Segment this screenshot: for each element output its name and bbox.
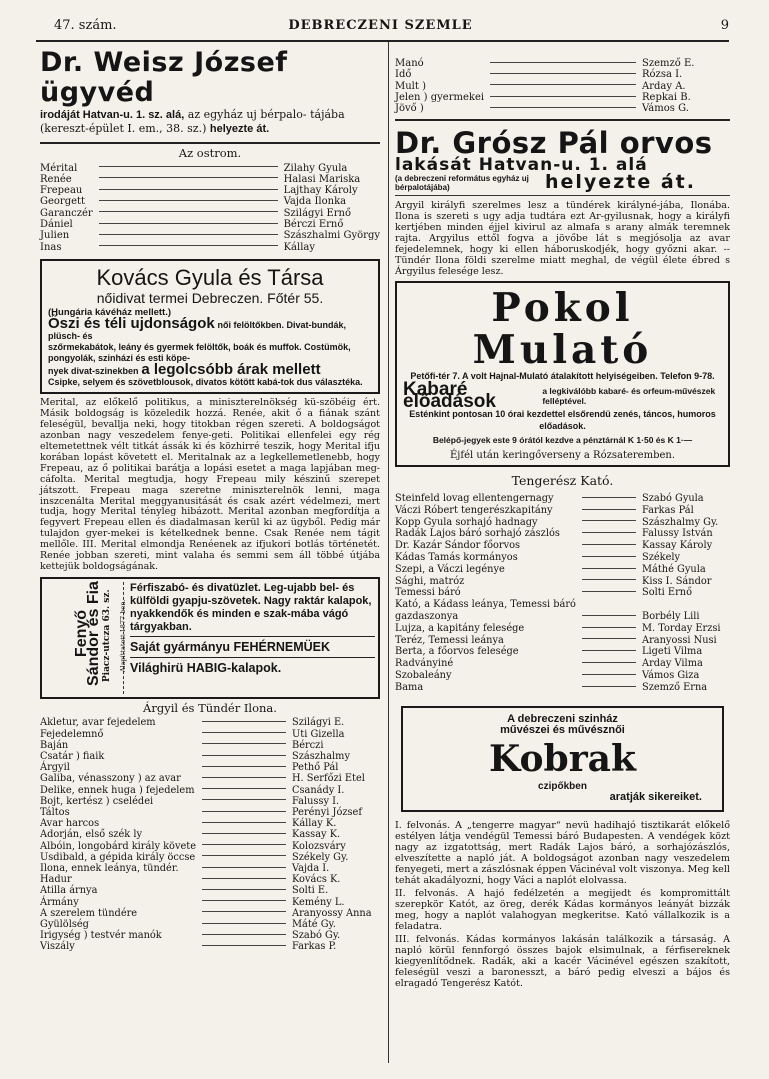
cast-row — [395, 682, 730, 694]
cast-actor: Szászhalmi György — [283, 230, 380, 242]
argyil-section — [40, 700, 380, 953]
cast-actor: Székely — [642, 551, 681, 563]
ad-pokol-line2: Esténkint pontosan 10 órai kezdettel elsőrendü zenés, táncos, humoros előadások. — [409, 409, 716, 431]
cast-leader — [576, 540, 642, 552]
cast-role: Táltos — [40, 807, 70, 818]
ad-fenyo-line3: Világhirü HABIG-kalapok. — [130, 660, 282, 675]
cast-role: Kádas Tamás kormányos — [395, 551, 518, 563]
cast-actor: Kolozsváry — [292, 840, 346, 852]
ad-kobrak — [401, 706, 724, 812]
cast-row — [395, 646, 730, 658]
cast-leader — [576, 635, 642, 647]
cast-row — [40, 185, 380, 196]
cast-actor: Vámos Giza — [642, 669, 700, 681]
issue-number: 47. szám. — [54, 18, 117, 33]
ostrom-cast-table — [40, 163, 380, 253]
cast-role: Inas — [40, 241, 62, 253]
cast-row — [40, 196, 380, 207]
cast-role: Manó — [395, 58, 424, 69]
cast-leader — [196, 829, 292, 840]
cast-actor: Kemény L. — [292, 896, 345, 908]
cast-row — [395, 587, 730, 599]
cast-actor: Arday Vilma — [642, 658, 703, 670]
ad-fenyo-year: Alapíttatott 1877-ben. — [118, 599, 127, 673]
cast-leader — [196, 762, 292, 773]
left-column — [40, 48, 380, 953]
cast-actor: Halasi Mariska — [283, 173, 361, 185]
cast-leader — [93, 196, 284, 207]
ad-pokol-title: Pokol Mulató — [472, 284, 653, 373]
cast-row — [40, 818, 380, 829]
tengeresz-cast-table — [395, 493, 730, 694]
cast-role: Georgett — [40, 196, 86, 208]
cast-row — [40, 807, 380, 818]
cast-row — [40, 762, 380, 773]
cast-role: Árgyil — [40, 762, 70, 774]
cast-actor: Székely Gy. — [292, 851, 349, 863]
ad-weisz-line1-rest: az egyház uj bérpalo- — [187, 108, 307, 121]
ad-kobrak-line2: művészei és művésznői — [500, 724, 625, 737]
ad-kovacs-line-b: szőrmekabátok, leány és gyermek felöltők, boák és muffok. Costümök, pongyolák, szinházi és esti köpe- — [48, 342, 351, 364]
cast-actor: Bérczi — [292, 739, 324, 751]
cast-actor: Lajthay Károly — [283, 185, 358, 197]
cast-actor: Rózsa I. — [642, 69, 683, 81]
cast-role: Fejedelemnő — [40, 728, 104, 740]
ad-kovacs-line-c1: nyek divat-szinekben — [48, 366, 139, 377]
cast-row — [395, 658, 730, 670]
cast-row — [395, 670, 730, 682]
cast-role: A szerelem tündére — [40, 907, 138, 919]
cast-actor: Aranyossi Nusi — [642, 634, 717, 646]
cast-leader — [196, 863, 292, 874]
cast-actor: Kállay K. — [292, 818, 337, 830]
ad-kobrak-line3: czipőkben — [538, 780, 587, 792]
ad-kovacs-line-a: Őszi és téli ujdonságok — [48, 315, 215, 333]
cast-role: Lujza, a kapitány felesége — [395, 622, 525, 634]
column-divider — [388, 42, 389, 1063]
cast-row — [395, 528, 730, 540]
cast-actor: Máté Gy. — [292, 919, 336, 931]
cast-row — [395, 517, 730, 529]
tengeresz-act2: II. felvonás. A hajó fedélzetén a megijedt és kompromittált szerepkör Katót, az öreg, derék Kádas kormányos leányát bizzák meg, hogy a naplót valahogyan megkeritse. Kató vállalkozik is a feladatra. — [395, 887, 730, 932]
cast-actor: Szászhalmy Gy. — [642, 516, 719, 528]
cast-row — [40, 242, 380, 253]
cast-actor: Szilágyi Ernő — [283, 207, 352, 219]
cast-row — [40, 941, 380, 952]
cast-actor: Kiss I. Sándor — [642, 575, 712, 587]
cast-actor: Csanády I. — [292, 784, 345, 796]
cast-leader — [196, 796, 292, 807]
cast-actor: Uti Gizella — [292, 728, 345, 740]
cast-leader — [93, 163, 284, 174]
ad-weisz-line2-bold: helyezte át. — [209, 123, 270, 135]
cast-leader — [576, 682, 642, 694]
cast-row — [40, 908, 380, 919]
ad-gross — [395, 126, 730, 192]
cast-leader — [484, 81, 642, 92]
cast-actor: Solti Ernő — [642, 587, 692, 599]
ad-fenyo-addr: Piacz-utcza 63. sz. — [101, 589, 112, 682]
cast-role: Idő — [395, 69, 412, 81]
ad-kovacs-line-d: Csipke, selyem és szövetblousok, divatos kötött kabá-tok dus választéka. — [48, 377, 363, 388]
cast-role: Delike, ennek huga ) fejedelem — [40, 784, 195, 796]
ad-pokol-line3: Belépő-jegyek este 9 órától kezdve a pénztárnál K 1·50 és K 1·— — [432, 435, 693, 446]
cast-actor — [642, 599, 730, 611]
cast-row — [395, 623, 730, 635]
cast-row — [395, 611, 730, 623]
ad-kovacs-note: (Hungária kávéház mellett.) — [48, 306, 172, 318]
ad-pokol — [395, 281, 730, 468]
cast-row — [40, 885, 380, 896]
cast-role: Radványiné — [395, 658, 454, 670]
cast-row — [40, 740, 380, 751]
cast-actor: Kassay K. — [292, 829, 341, 841]
cast-leader — [576, 658, 642, 670]
cast-leader — [93, 208, 284, 219]
ad-gross-title: Dr. Grósz Pál orvos — [395, 126, 713, 161]
cast-leader — [93, 242, 284, 253]
cast-leader — [93, 174, 284, 185]
cast-leader — [196, 841, 292, 852]
cast-row — [40, 717, 380, 728]
cast-leader — [576, 528, 642, 540]
cast-actor: Szilágyi E. — [292, 717, 345, 729]
cast-role: Adorján, első szék ly — [40, 829, 143, 841]
cast-leader — [196, 919, 292, 930]
cast-role: Frepeau — [40, 185, 83, 197]
cast-actor: Bérczi Ernő — [283, 218, 344, 230]
cast-leader — [196, 897, 292, 908]
cast-row — [40, 208, 380, 219]
cast-row — [395, 552, 730, 564]
argyil-title: Árgyil és Tündér Ilona. — [143, 700, 277, 715]
cast-leader — [576, 599, 642, 611]
argyil-cast-table — [40, 717, 380, 952]
cast-role: gazdaszonya — [395, 610, 459, 622]
cast-row — [40, 174, 380, 185]
cast-leader — [196, 885, 292, 896]
ad-fenyo-name: Fenyő Sándor és Fia — [73, 580, 102, 686]
cast-row — [40, 230, 380, 241]
cast-role: Dr. Kazár Sándor főorvos — [395, 540, 521, 552]
cast-role: Galiba, vénasszony ) az avar — [40, 773, 181, 785]
cast-role: Irigység ) testvér manók — [40, 930, 162, 942]
ad-gross-line1: lakását Hatvan-u. 1. alá — [395, 155, 648, 176]
tengeresz-title: Tengerész Kató. — [511, 473, 614, 489]
argyil-cast-continued — [395, 58, 730, 114]
cast-role: Kopp Gyula sorhajó hadnagy — [395, 516, 538, 528]
cast-role: Julien — [40, 230, 70, 242]
cast-role: Garanczér — [40, 207, 93, 219]
cast-row — [395, 505, 730, 517]
cast-leader — [196, 874, 292, 885]
cast-row — [40, 729, 380, 740]
cast-role: Hadur — [40, 874, 72, 886]
cast-row — [40, 773, 380, 784]
cast-role: Csatár ) fiaik — [40, 750, 105, 762]
cast-actor: Kovács K. — [292, 874, 341, 886]
cast-leader — [196, 818, 292, 829]
cast-role: Renée — [40, 173, 72, 185]
cast-role: Radák Lajos báró sorhajó zászlós — [395, 528, 560, 540]
cast-leader — [576, 517, 642, 529]
cast-row — [395, 493, 730, 505]
cast-role: Jelen ) gyermekei — [395, 91, 485, 103]
cast-row — [40, 919, 380, 930]
cast-leader — [576, 505, 642, 517]
cast-leader — [93, 185, 284, 196]
cast-leader — [484, 103, 642, 114]
cast-actor: Szászhalmy — [292, 750, 351, 762]
cast-leader — [576, 670, 642, 682]
ostrom-title: Az ostrom. — [178, 146, 242, 160]
ad-weisz-line1-bold: irodáját Hatvan-u. 1. sz. alá, — [40, 109, 185, 121]
cast-actor: Repkai B. — [642, 91, 691, 103]
cast-role: Berta, a főorvos felesége — [395, 646, 519, 658]
cast-actor: Kállay — [283, 241, 316, 253]
cast-actor: Perényi József — [292, 807, 362, 818]
cast-role: Teréz, Temessi leánya — [395, 634, 504, 646]
cast-leader — [196, 717, 292, 728]
cast-actor: Falussy István — [642, 528, 713, 540]
ad-pokol-kabare-side: a legkiválóbb kabaré- és orfeum-művészek felléptével. — [542, 385, 716, 406]
cast-role: Váczi Róbert tengerészkapitány — [395, 504, 553, 516]
cast-leader — [484, 92, 642, 103]
cast-row — [40, 751, 380, 762]
cast-leader — [196, 773, 292, 784]
cast-role: Szepi, a Váczi legénye — [395, 563, 505, 575]
cast-row — [395, 81, 730, 92]
ad-kovacs-title: Kovács Gyula és Társa — [96, 264, 324, 290]
ad-kovacs — [40, 259, 380, 395]
header-rule — [36, 40, 729, 42]
cast-actor: Szemző E. — [642, 58, 695, 69]
cast-role: Kató, a Kádass leánya, Temessi báró — [395, 599, 576, 611]
ad-kobrak-line4: aratják sikereiket. — [609, 791, 702, 804]
cast-actor: Kassay Károly — [642, 540, 713, 552]
cast-role: Szobaleány — [395, 669, 452, 681]
cast-actor: Szabó Gy. — [292, 930, 341, 942]
cast-role: Albóin, longobárd király követe — [40, 840, 197, 852]
cast-row — [40, 841, 380, 852]
cast-actor: Vajda I. — [292, 863, 330, 875]
cast-leader — [196, 908, 292, 919]
right-column — [395, 58, 730, 991]
cast-row — [395, 69, 730, 80]
ad-fenyo-line2: Saját gyármányu FEHÉRNEMÜEK — [130, 639, 331, 654]
cast-row — [395, 599, 730, 611]
cast-actor: Solti E. — [292, 885, 329, 897]
cast-actor: Falussy I. — [292, 795, 340, 807]
cast-role: Bojt, kertész ) cselédei — [40, 795, 154, 807]
ad-kobrak-line1: A debreczeni szinház — [507, 712, 618, 725]
cast-actor: Máthé Gyula — [642, 563, 706, 575]
cast-row — [40, 897, 380, 908]
cast-leader — [576, 623, 642, 635]
cast-leader — [196, 941, 292, 952]
cast-row — [40, 852, 380, 863]
cast-leader — [484, 58, 642, 69]
cast-leader — [93, 230, 284, 241]
ad-pokol-line4: Éjfél után keringőverseny a Rózsateremben. — [449, 449, 676, 461]
page-header — [32, 18, 729, 36]
ad-kovacs-line-c2: a legolcsóbb árak mellett — [141, 361, 321, 379]
cast-role: Akletur, avar fejedelem — [40, 717, 156, 729]
tengeresz-section — [395, 475, 730, 693]
cast-leader — [196, 751, 292, 762]
ad-fenyo-side — [45, 580, 127, 694]
ad-pokol-kabare: Kabaré előadások — [403, 379, 496, 412]
page-number: 9 — [720, 18, 729, 33]
cast-actor: Aranyossy Anna — [292, 907, 372, 919]
cast-row — [395, 576, 730, 588]
cast-row — [395, 58, 730, 69]
ostrom-section — [40, 148, 380, 253]
cast-leader — [196, 729, 292, 740]
cast-actor: Farkas Pál — [642, 504, 694, 516]
cast-row — [395, 564, 730, 576]
cast-role: Dániel — [40, 218, 73, 230]
cast-role: Mérital — [40, 162, 78, 174]
ad-kovacs-subtitle: nőidivat termei Debreczen. Főtér 55. — [96, 289, 324, 306]
ad-kovacs-line-a2: női felöltőkben. Divat-bundák, plüsch- és — [48, 320, 347, 342]
ad-weisz-title: Dr. Weisz József ügyvéd — [40, 47, 288, 108]
ad-kobrak-name: Kobrak — [489, 737, 636, 780]
ad-weisz-line2: tájába (kereszt-épület I. em., 38. sz.) — [40, 108, 345, 135]
cast-actor: Arday A. — [642, 80, 686, 92]
cast-actor: H. Serfőzi Etel — [292, 773, 365, 785]
newspaper-title: DEBRECZENI SZEMLE — [288, 18, 473, 33]
cast-actor: Vámos G. — [642, 103, 689, 115]
ad-gross-end: helyezte át. — [545, 171, 696, 194]
cast-row — [40, 930, 380, 941]
cast-row — [395, 92, 730, 103]
cast-row — [40, 163, 380, 174]
cast-role: Ilona, ennek leánya, tündér. — [40, 863, 179, 875]
cast-leader — [576, 576, 642, 588]
cast-actor: Vajda Ilonka — [283, 196, 347, 208]
argyil-synopsis: Argyil királyfi szerelmes lesz a tündérek királyné-jába, Ilonába. Ilona is szereti s ugy adja tudtára ezt Ar-gyilusnak, hogy a királyfi kertjében minden éjjel kivirul az almafa s arany almák teremnek rajta. Argyilus ettől fogva a jövőbe lát s megjósolja az avar fejedelemnek, hogy ki ellen háboruskodjék, hogy győzni akar. -- Tündér Ilona földi szerelme miatt meghal, de végül élete ébred s Árgyilus felesége lesz. — [395, 199, 730, 277]
tengeresz-act3: III. felvonás. Kádas kormányos lakásán találkozik a társaság. A napló körül fennforgó összes bajok elsimulnak, a férfisereknek kiegyenlítődnek. Radák, aki a kacér Vácinével egészen szakított, feleségül veszi a baronesszt, a báró pedig elveszi a bájos és elragadó Tengerész Katót. — [395, 933, 730, 989]
cast-role: Avar harcos — [40, 818, 100, 830]
cast-row — [40, 829, 380, 840]
cast-leader — [576, 493, 642, 505]
cast-row — [40, 219, 380, 230]
ad-fenyo — [40, 577, 380, 699]
cast-role: Baján — [40, 739, 69, 751]
cast-leader — [93, 219, 284, 230]
ad-weisz — [40, 48, 380, 136]
cast-actor: Szabó Gyula — [642, 492, 704, 504]
cast-actor: Ligeti Vilma — [642, 646, 703, 658]
cast-actor: Szemző Erna — [642, 681, 708, 693]
cast-actor: Borbély Lili — [642, 610, 700, 622]
cast-role: Usdibald, a gépida király öccse — [40, 851, 196, 863]
cast-role: Jövő ) — [395, 103, 424, 115]
cast-row — [395, 103, 730, 114]
cast-role: Temessi báró — [395, 587, 461, 599]
tengeresz-act1: I. felvonás. A „tengerre magyar“ nevü hadihajó tisztikarát előkelő estélyen látja vendégül Temessi báró Budapesten. A vendégek közt nagy az izgatottság, mert Radák Lajos báró, a sorhajózászlós, elveszítette a napló ját. A boldogságot azonban nagy veszedelem fenyegeti, mert a zászlósnak éppen Vácinéval volt viszonya. Meg kell tehát akadályozni, hogy Váci a naplót elolvassa. — [395, 819, 730, 886]
cast-role: Steinfeld lovag ellentengernagy — [395, 492, 554, 504]
cast-row — [40, 874, 380, 885]
ad-fenyo-line1: Férfiszabó- és divatüzlet. Leg-ujabb bel- és külföldi gyapju-szövetek. Nagy raktár kalapok, nyakkendők és minden e szak-mába vágó tárgyakban. — [130, 581, 372, 633]
cast-leader — [576, 552, 642, 564]
ad-gross-small: (a debreczeni református egyház uj bérpalotájába) — [395, 173, 529, 192]
cast-leader — [576, 646, 642, 658]
cast-leader — [196, 930, 292, 941]
divider — [40, 142, 380, 144]
cast-row — [395, 540, 730, 552]
cast-leader — [576, 611, 642, 623]
ad-pokol-addr: Petőfi-tér 7. A volt Hajnal-Mulató átalakított helyiségeiben. Telefon 9-78. — [410, 370, 715, 381]
cast-row — [395, 635, 730, 647]
cast-leader — [576, 587, 642, 599]
cast-role: Sághi, matróz — [395, 575, 465, 587]
cast-row — [40, 785, 380, 796]
cast-leader — [576, 564, 642, 576]
cast-leader — [196, 852, 292, 863]
cast-actor: Zilahy Gyula — [283, 162, 348, 174]
cast-row — [40, 863, 380, 874]
cast-actor: M. Torday Erzsi — [642, 622, 721, 634]
cast-role: Mult ) — [395, 80, 426, 92]
cast-role: Ármány — [40, 896, 79, 908]
cast-leader — [196, 740, 292, 751]
cast-role: Atilla árnya — [40, 885, 98, 897]
cast-leader — [196, 807, 292, 818]
cast-row — [40, 796, 380, 807]
cast-leader — [196, 785, 292, 796]
cast-actor: Farkas P. — [292, 941, 337, 953]
cast-role: Viszály — [40, 941, 75, 953]
cast-role: Gyülölség — [40, 919, 89, 931]
cast-actor: Pethő Pál — [292, 762, 339, 774]
cast-leader — [484, 69, 642, 80]
ostrom-synopsis: Merital, az előkelő politikus, a miniszterelnökség kü-szöbéig ért. Másik boldogság is közeledik hozzá. Renée, akit ő a fiának szánt feleségül, bevallja neki, hogy titokban régen szereti. A boldogságot azonban nagy veszedelem fenye-geti. Politikai ellenfelei egy rég eltemetettnek vélt titkát ássák ki és közhirré teszik, hogy Merital ifju korában lopást követett el. Meritalnak az a legkellemetlenebb, hogy Frepeau, az ő politikai barátja a lopási esetet a maga lapjában meg-cáfolta. Merital megtudja, hogy Frepeau mily készinű szerepet játszott. Frepeau maga szeretne miniszterelnök lenni, maga inszcenálta Merital meggyanusitását és csak azért védelmezi, mert tudja, hogy Merital tényleg hibázott. Merital azonban megfordítja a fegyvert Frepeau ellen és diadalmasan kerül ki az ügyből. Pedig már tulajdon gyer-mekei is kételkednek benne. Csak Renée nem tágit mellőle. III. Merital elmondja Renéenek az ifjukori botlás történetét. Renée jobban szereti, mint valaha és semmi sem áll többé útjába kettejük boldogságának. — [40, 397, 380, 572]
cast-role: Bama — [395, 681, 424, 693]
